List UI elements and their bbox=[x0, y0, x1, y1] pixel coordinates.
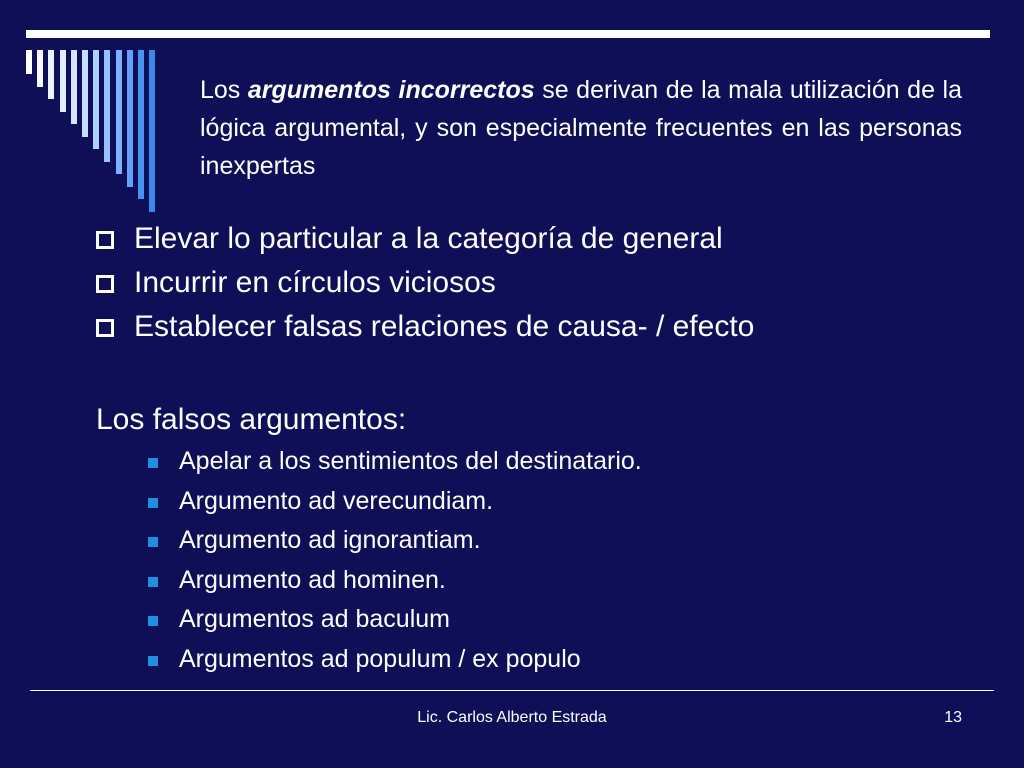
decorative-stripe bbox=[60, 50, 66, 112]
filled-square-bullet-icon bbox=[148, 458, 158, 468]
sub-bullet-item bbox=[148, 482, 642, 522]
intro-paragraph bbox=[200, 71, 962, 185]
hollow-square-bullet-icon bbox=[96, 275, 114, 293]
intro-suffix: se derivan de la mala utilización de la lógica argumental, y son especialmente frecuentes en las personas inexpertas bbox=[200, 76, 962, 180]
decorative-stripe bbox=[82, 50, 88, 137]
decorative-stripe bbox=[149, 50, 155, 212]
sub-bullet-item bbox=[148, 600, 642, 640]
footer-divider bbox=[30, 690, 994, 691]
sub-bullet-text: Argumentos ad baculum bbox=[179, 605, 450, 633]
sub-bullet-list bbox=[148, 442, 642, 679]
section-heading: Los falsos argumentos: bbox=[96, 403, 407, 436]
intro-emphasis: argumentos incorrectos bbox=[247, 76, 535, 104]
main-bullet-item bbox=[96, 261, 754, 305]
decorative-stripe bbox=[138, 50, 144, 199]
footer-author: Lic. Carlos Alberto Estrada bbox=[417, 709, 607, 726]
sub-bullet-item bbox=[148, 640, 642, 680]
filled-square-bullet-icon bbox=[148, 498, 158, 508]
decorative-stripe bbox=[71, 50, 77, 124]
sub-bullet-text: Argumento ad verecundiam. bbox=[179, 486, 494, 515]
filled-square-bullet-icon bbox=[148, 616, 158, 626]
sub-bullet-text: Argumento ad ignorantiam. bbox=[179, 526, 481, 554]
main-bullet-text: Elevar lo particular a la categoría de general bbox=[134, 222, 723, 255]
main-bullet-text: Incurrir en círculos viciosos bbox=[134, 266, 496, 299]
main-bullet-item bbox=[96, 217, 754, 261]
top-rule-divider bbox=[26, 30, 990, 38]
sub-bullet-text: Argumento ad hominen. bbox=[179, 565, 446, 594]
decorative-stripe bbox=[48, 50, 54, 99]
decorative-stripe bbox=[26, 50, 32, 74]
sub-bullet-item bbox=[148, 442, 642, 482]
decorative-stripe bbox=[104, 50, 110, 162]
sub-bullet-text: Argumentos ad populum / ex populo bbox=[179, 644, 581, 673]
page-number: 13 bbox=[944, 709, 962, 726]
filled-square-bullet-icon bbox=[148, 656, 158, 666]
sub-bullet-item bbox=[148, 561, 642, 601]
decorative-stripes bbox=[26, 38, 176, 208]
hollow-square-bullet-icon bbox=[96, 319, 114, 337]
sub-bullet-text: Apelar a los sentimientos del destinatario. bbox=[179, 447, 642, 475]
filled-square-bullet-icon bbox=[148, 577, 158, 587]
main-bullet-list bbox=[96, 217, 754, 349]
decorative-stripe bbox=[93, 50, 99, 149]
filled-square-bullet-icon bbox=[148, 537, 158, 547]
main-bullet-text: Establecer falsas relaciones de causa- / efecto bbox=[134, 310, 755, 343]
intro-prefix: Los bbox=[200, 76, 248, 104]
decorative-stripe bbox=[127, 50, 133, 187]
sub-bullet-item bbox=[148, 521, 642, 561]
main-bullet-item bbox=[96, 305, 754, 349]
decorative-stripe bbox=[37, 50, 43, 87]
decorative-stripe bbox=[116, 50, 122, 174]
hollow-square-bullet-icon bbox=[96, 231, 114, 249]
